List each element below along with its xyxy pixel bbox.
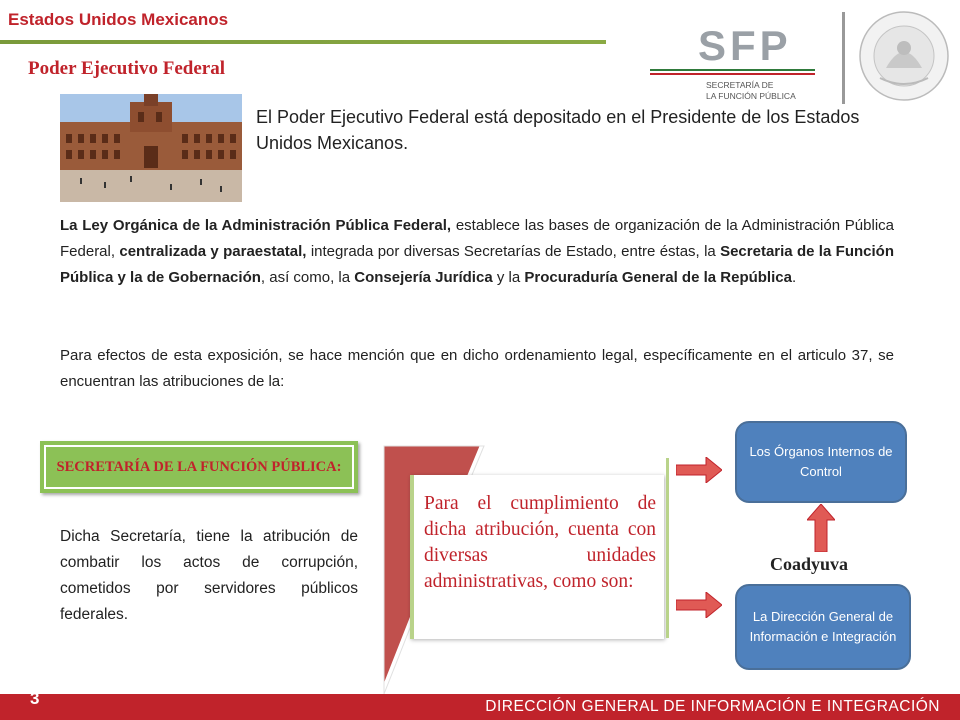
mexican-seal-icon bbox=[860, 12, 948, 100]
sfp-logo-line1: SECRETARÍA DE bbox=[706, 80, 774, 90]
ley-organica-paragraph: La Ley Orgánica de la Administración Pública Federal, establece las bases de organización de la Administración Pública Federal, centralizada y paraestatal, integrada por diversas Secretarías de Estado, entre éstas, la Secretaria de la Función Pública y la de Gobernación, así como, la Consejería Jurídica y la Procuraduría General de la República. bbox=[60, 217, 894, 286]
center-divider-line bbox=[666, 458, 669, 638]
page-number: 3 bbox=[30, 689, 40, 708]
section-title: Poder Ejecutivo Federal bbox=[28, 58, 225, 79]
arrow-up-icon bbox=[807, 504, 835, 557]
coadyuva-label: Coadyuva bbox=[770, 554, 849, 574]
secretaria-box-label: SECRETARÍA DE LA FUNCIÓN PÚBLICA: bbox=[44, 445, 354, 489]
articulo-37-paragraph: Para efectos de esta exposición, se hace mención que en dicho ordenamiento legal, específicamente en el articulo 37, se encuentran las atribuciones de la: bbox=[60, 347, 894, 390]
sfp-logo-line2: LA FUNCIÓN PÚBLICA bbox=[706, 91, 796, 101]
organos-internos-box: Los Órganos Internos de Control bbox=[735, 421, 907, 503]
direccion-general-box: La Dirección General de Información e Integración bbox=[735, 584, 911, 670]
center-text: Para el cumplimiento de dicha atribución, cuenta con diversas unidades administrativas, como son: bbox=[424, 493, 656, 592]
svg-text:SFP: SFP bbox=[698, 22, 792, 69]
country-title: Estados Unidos Mexicanos bbox=[8, 10, 229, 29]
header-divider bbox=[0, 40, 606, 44]
intro-text: El Poder Ejecutivo Federal está depositado en el Presidente de los Estados Unidos Mexicanos. bbox=[256, 107, 860, 153]
palacio-nacional-image bbox=[60, 94, 242, 202]
arrow-right-icon bbox=[676, 592, 722, 623]
sfp-logo bbox=[640, 8, 952, 108]
secretaria-box bbox=[40, 441, 358, 493]
center-text-box bbox=[410, 475, 664, 639]
footer-text: DIRECCIÓN GENERAL DE INFORMACIÓN E INTEGRACIÓN bbox=[485, 698, 940, 715]
secretaria-description: Dicha Secretaría, tiene la atribución de combatir los actos de corrupción, cometidos por servidores públicos federales. bbox=[60, 528, 358, 623]
sfp-acronym bbox=[698, 22, 792, 69]
arrow-right-icon bbox=[676, 457, 722, 488]
